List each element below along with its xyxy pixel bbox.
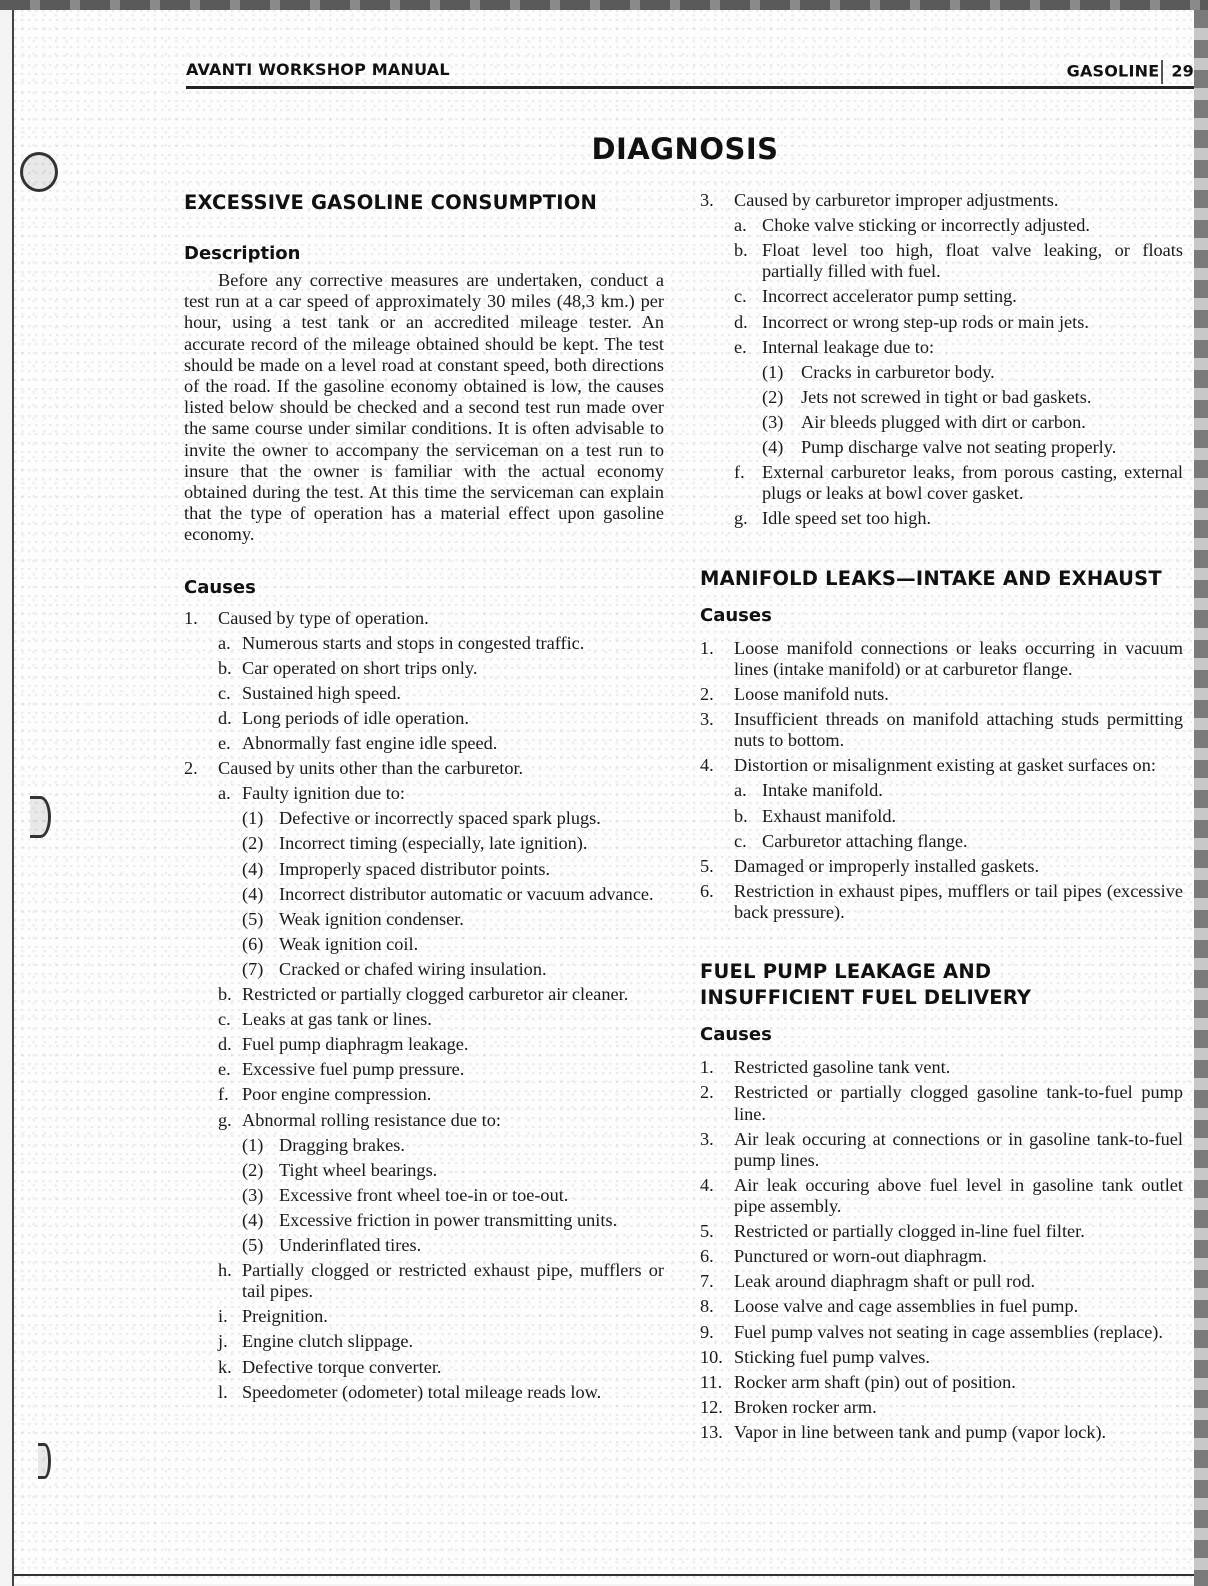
causes-list — [184, 608, 664, 1403]
list-item — [184, 608, 664, 629]
list-item — [184, 1110, 664, 1131]
description-paragraph: Before any corrective measures are undertaken, conduct a test run at a car speed of approximately 30 miles (48,3 km.) per hour, using a test tank or an accredited mileage tester. An accurate record of the mileage obtained should be kept. The test should be made on a level road at constant speed, both directions of the road. If the gasoline economy obtained is low, the causes listed below should be checked and a second test run made over the same course under similar conditions. It is often advisable to invite the owner to accompany the serviceman on a test run to insure that the owner is familiar with the actual economy obtained during the test. At this time the serviceman can explain that the type of operation has a material effect upon gasoline economy. — [184, 270, 664, 545]
list-item — [700, 462, 1183, 504]
list-marker: c. — [218, 1009, 231, 1030]
list-text: Float level too high, float valve leaking, or floats partially filled with fuel. — [762, 240, 1183, 282]
punch-hole-icon — [38, 1443, 51, 1479]
list-marker: a. — [734, 215, 747, 236]
list-item — [700, 1246, 1183, 1267]
list-item — [184, 1235, 664, 1256]
list-text: Incorrect distributor automatic or vacuum advance. — [279, 883, 654, 904]
list-text: Leaks at gas tank or lines. — [242, 1009, 432, 1030]
list-item — [700, 508, 1183, 529]
list-item — [184, 633, 664, 654]
manual-title: AVANTI WORKSHOP MANUAL — [186, 60, 450, 79]
list-text: Faulty ignition due to: — [242, 783, 406, 804]
list-marker: (5) — [242, 1234, 264, 1255]
list-text: Restricted or partially clogged in-line fuel filter. — [734, 1221, 1085, 1242]
list-item — [700, 1221, 1183, 1242]
list-marker: a. — [218, 783, 231, 804]
list-text: Incorrect timing (especially, late ignition). — [279, 833, 588, 854]
list-item — [184, 959, 664, 980]
list-marker: (2) — [242, 1159, 264, 1180]
list-marker: 6. — [700, 880, 714, 901]
list-text: Weak ignition condenser. — [279, 908, 464, 929]
list-text: Speedometer (odometer) total mileage reads low. — [242, 1381, 602, 1402]
list-text: Broken rocker arm. — [734, 1396, 877, 1417]
list-marker: d. — [218, 708, 232, 729]
list-text: Restricted or partially clogged gasoline tank-to-fuel pump line. — [734, 1082, 1183, 1124]
list-item — [184, 658, 664, 679]
list-marker: l. — [218, 1381, 228, 1402]
list-marker: c. — [734, 830, 747, 851]
list-text: Numerous starts and stops in congested traffic. — [242, 632, 585, 653]
list-text: Caused by type of operation. — [218, 607, 429, 628]
list-marker: h. — [218, 1260, 232, 1281]
list-item — [700, 412, 1183, 433]
list-item — [184, 1160, 664, 1181]
list-text: Weak ignition coil. — [279, 933, 419, 954]
section-page-label — [1067, 60, 1194, 84]
list-item — [184, 1331, 664, 1352]
list-marker: (7) — [242, 958, 264, 979]
list-item — [184, 783, 664, 804]
section-heading-manifold-leaks: MANIFOLD LEAKS—INTAKE AND EXHAUST — [700, 566, 1162, 590]
list-item — [184, 909, 664, 930]
list-text: Cracks in carburetor body. — [801, 361, 995, 382]
list-marker: a. — [218, 632, 231, 653]
list-item — [700, 684, 1183, 705]
list-text: Loose valve and cage assemblies in fuel pump. — [734, 1296, 1079, 1317]
list-item — [184, 1382, 664, 1403]
list-text: Damaged or improperly installed gaskets. — [734, 855, 1040, 876]
list-item — [184, 833, 664, 854]
causes-heading: Causes — [184, 576, 256, 598]
list-text: Restricted or partially clogged carburetor air cleaner. — [242, 984, 629, 1005]
list-text: Leak around diaphragm shaft or pull rod. — [734, 1271, 1036, 1292]
list-marker: (1) — [762, 361, 784, 382]
page-bottom-edge — [14, 1574, 1194, 1576]
list-item — [700, 1175, 1183, 1217]
punch-hole-icon — [30, 796, 51, 838]
list-item — [184, 758, 664, 779]
list-marker: (5) — [242, 908, 264, 929]
list-text: Exhaust manifold. — [762, 805, 897, 826]
scan-top-edge — [0, 0, 1208, 10]
heading-line: FUEL PUMP LEAKAGE AND — [700, 960, 992, 984]
list-marker: (3) — [242, 1184, 264, 1205]
list-item — [700, 1082, 1183, 1124]
right-column — [700, 190, 1183, 1447]
list-item — [700, 362, 1183, 383]
list-item — [700, 856, 1183, 877]
list-item — [700, 387, 1183, 408]
list-text: External carburetor leaks, from porous casting, external plugs or leaks at bowl cover gasket. — [762, 462, 1183, 504]
list-text: Fuel pump diaphragm leakage. — [242, 1034, 469, 1055]
list-text: Long periods of idle operation. — [242, 708, 469, 729]
list-text: Dragging brakes. — [279, 1134, 405, 1155]
section-heading-excessive-consumption: EXCESSIVE GASOLINE CONSUMPTION — [184, 191, 598, 214]
list-marker: 2. — [700, 1082, 714, 1103]
list-marker: (4) — [762, 437, 784, 458]
list-item — [184, 1034, 664, 1055]
list-text: Insufficient threads on manifold attaching studs permitting nuts to bottom. — [734, 709, 1183, 751]
page-title: DIAGNOSIS — [591, 132, 779, 166]
list-marker: (1) — [242, 808, 264, 829]
list-item — [700, 831, 1183, 852]
list-item — [184, 884, 664, 905]
running-header — [186, 58, 1194, 80]
list-item — [700, 240, 1183, 282]
list-text: Engine clutch slippage. — [242, 1331, 414, 1352]
list-marker: 3. — [700, 709, 714, 730]
list-text: Vapor in line between tank and pump (vapor lock). — [734, 1421, 1107, 1442]
list-marker: 8. — [700, 1296, 714, 1317]
list-item — [184, 1306, 664, 1327]
list-item — [184, 1059, 664, 1080]
list-item — [700, 755, 1183, 776]
causes-list — [700, 1057, 1183, 1443]
list-item — [700, 215, 1183, 236]
heading-line: INSUFFICIENT FUEL DELIVERY — [700, 986, 1032, 1010]
list-item — [700, 337, 1183, 358]
list-marker: 13. — [700, 1421, 723, 1442]
page-number: 29 — [1171, 61, 1194, 81]
list-marker: (6) — [242, 933, 264, 954]
list-item — [700, 881, 1183, 923]
list-item — [700, 1296, 1183, 1317]
list-marker: e. — [218, 733, 231, 754]
list-text: Partially clogged or restricted exhaust pipe, mufflers or tail pipes. — [242, 1260, 664, 1302]
list-marker: 2. — [184, 758, 198, 779]
description-heading: Description — [184, 243, 301, 264]
list-marker: 10. — [700, 1346, 723, 1367]
list-item — [700, 1397, 1183, 1418]
causes-heading: Causes — [700, 1024, 772, 1046]
list-marker: k. — [218, 1356, 232, 1377]
list-item — [184, 1084, 664, 1105]
list-marker: i. — [218, 1306, 228, 1327]
list-text: Punctured or worn-out diaphragm. — [734, 1246, 987, 1267]
list-text: Poor engine compression. — [242, 1084, 432, 1105]
list-text: Defective or incorrectly spaced spark plugs. — [279, 808, 601, 829]
list-text: Distortion or misalignment existing at gasket surfaces on: — [734, 755, 1156, 776]
left-column — [184, 190, 664, 1407]
list-item — [700, 437, 1183, 458]
list-item — [184, 683, 664, 704]
list-item — [700, 780, 1183, 801]
list-marker: b. — [218, 657, 232, 678]
list-item — [700, 286, 1183, 307]
list-marker: 6. — [700, 1246, 714, 1267]
list-marker: f. — [734, 462, 745, 483]
list-item — [700, 1322, 1183, 1343]
list-marker: b. — [734, 240, 748, 261]
list-item — [184, 733, 664, 754]
list-text: Jets not screwed in tight or bad gaskets. — [801, 386, 1092, 407]
list-marker: g. — [734, 508, 748, 529]
list-marker: (4) — [242, 883, 264, 904]
list-text: Cracked or chafed wiring insulation. — [279, 958, 547, 979]
list-item — [184, 1260, 664, 1302]
list-marker: 1. — [184, 607, 198, 628]
list-marker: e. — [734, 336, 747, 357]
list-marker: 11. — [700, 1371, 723, 1392]
list-marker: j. — [218, 1331, 228, 1352]
list-marker: (3) — [762, 411, 784, 432]
list-text: Excessive front wheel toe-in or toe-out. — [279, 1184, 569, 1205]
causes-list — [700, 638, 1183, 924]
list-text: Incorrect accelerator pump setting. — [762, 286, 1017, 307]
list-text: Loose manifold connections or leaks occurring in vacuum lines (intake manifold) or at carburetor flange. — [734, 637, 1183, 679]
list-text: Incorrect or wrong step-up rods or main jets. — [762, 311, 1089, 332]
causes-list-continued — [700, 190, 1183, 530]
list-text: Pump discharge valve not seating properly. — [801, 437, 1117, 458]
list-marker: 4. — [700, 755, 714, 776]
list-marker: (4) — [242, 1209, 264, 1230]
list-item — [700, 312, 1183, 333]
list-marker: (1) — [242, 1134, 264, 1155]
list-marker: d. — [218, 1034, 232, 1055]
list-marker: 7. — [700, 1271, 714, 1292]
section-heading-fuel-pump — [700, 959, 1183, 1011]
list-item — [184, 1357, 664, 1378]
list-item — [184, 934, 664, 955]
list-item — [700, 806, 1183, 827]
list-marker: b. — [734, 805, 748, 826]
list-marker: 5. — [700, 855, 714, 876]
list-text: Underinflated tires. — [279, 1234, 422, 1255]
list-text: Excessive friction in power transmitting units. — [279, 1209, 618, 1230]
list-text: Choke valve sticking or incorrectly adjusted. — [762, 215, 1090, 236]
list-marker: 5. — [700, 1221, 714, 1242]
list-text: Sticking fuel pump valves. — [734, 1346, 930, 1367]
list-item — [700, 1372, 1183, 1393]
list-text: Tight wheel bearings. — [279, 1159, 438, 1180]
header-rule — [186, 86, 1194, 89]
list-text: Abnormally fast engine idle speed. — [242, 733, 498, 754]
list-marker: (2) — [762, 386, 784, 407]
list-text: Restricted gasoline tank vent. — [734, 1057, 951, 1078]
list-marker: 4. — [700, 1174, 714, 1195]
list-item — [184, 859, 664, 880]
list-marker: 2. — [700, 683, 714, 704]
list-text: Car operated on short trips only. — [242, 657, 478, 678]
list-text: Intake manifold. — [762, 780, 883, 801]
list-item — [184, 1135, 664, 1156]
list-item — [184, 1185, 664, 1206]
list-text: Loose manifold nuts. — [734, 683, 889, 704]
list-item — [184, 1210, 664, 1231]
list-text: Air bleeds plugged with dirt or carbon. — [801, 411, 1086, 432]
list-item — [700, 190, 1183, 211]
list-item — [700, 1422, 1183, 1443]
list-text: Caused by units other than the carburetor. — [218, 758, 524, 779]
binding-edge — [12, 10, 14, 1586]
list-text: Idle speed set too high. — [762, 508, 932, 529]
list-marker: c. — [218, 682, 231, 703]
causes-heading: Causes — [700, 604, 772, 626]
list-text: Fuel pump valves not seating in cage assemblies (replace). — [734, 1321, 1163, 1342]
list-marker: f. — [218, 1084, 229, 1105]
list-text: Improperly spaced distributor points. — [279, 858, 551, 879]
list-item — [700, 638, 1183, 680]
list-item — [700, 1057, 1183, 1078]
list-marker: 3. — [700, 1128, 714, 1149]
list-marker: a. — [734, 780, 747, 801]
list-text: Carburetor attaching flange. — [762, 830, 968, 851]
list-text: Restriction in exhaust pipes, mufflers or tail pipes (excessive back pressure). — [734, 880, 1183, 922]
list-item — [184, 808, 664, 829]
list-marker: b. — [218, 984, 232, 1005]
list-marker: d. — [734, 311, 748, 332]
list-marker: c. — [734, 286, 747, 307]
list-marker: 9. — [700, 1321, 714, 1342]
list-marker: 1. — [700, 637, 714, 658]
list-text: Air leak occuring above fuel level in gasoline tank outlet pipe assembly. — [734, 1174, 1183, 1217]
list-item — [184, 708, 664, 729]
list-marker: (4) — [242, 858, 264, 879]
list-item — [700, 1347, 1183, 1368]
list-text: Excessive fuel pump pressure. — [242, 1059, 465, 1080]
list-item — [700, 709, 1183, 751]
list-item — [700, 1271, 1183, 1292]
list-text: Internal leakage due to: — [762, 336, 935, 357]
list-text: Preignition. — [242, 1306, 328, 1327]
list-text: Caused by carburetor improper adjustments. — [734, 190, 1059, 210]
divider — [1161, 60, 1163, 84]
scan-right-edge — [1194, 10, 1208, 1586]
list-text: Air leak occuring at connections or in gasoline tank-to-fuel pump lines. — [734, 1128, 1183, 1170]
list-marker: 12. — [700, 1396, 723, 1417]
list-marker: g. — [218, 1109, 232, 1130]
section-name: GASOLINE — [1066, 61, 1160, 81]
list-marker: 3. — [700, 190, 714, 210]
list-marker: 1. — [700, 1057, 714, 1078]
list-item — [700, 1129, 1183, 1171]
list-text: Sustained high speed. — [242, 682, 401, 703]
list-item — [184, 1009, 664, 1030]
list-text: Defective torque converter. — [242, 1356, 442, 1377]
list-item — [184, 984, 664, 1005]
list-text: Abnormal rolling resistance due to: — [242, 1109, 501, 1130]
list-marker: e. — [218, 1059, 231, 1080]
list-marker: (2) — [242, 833, 264, 854]
list-text: Rocker arm shaft (pin) out of position. — [734, 1371, 1016, 1392]
